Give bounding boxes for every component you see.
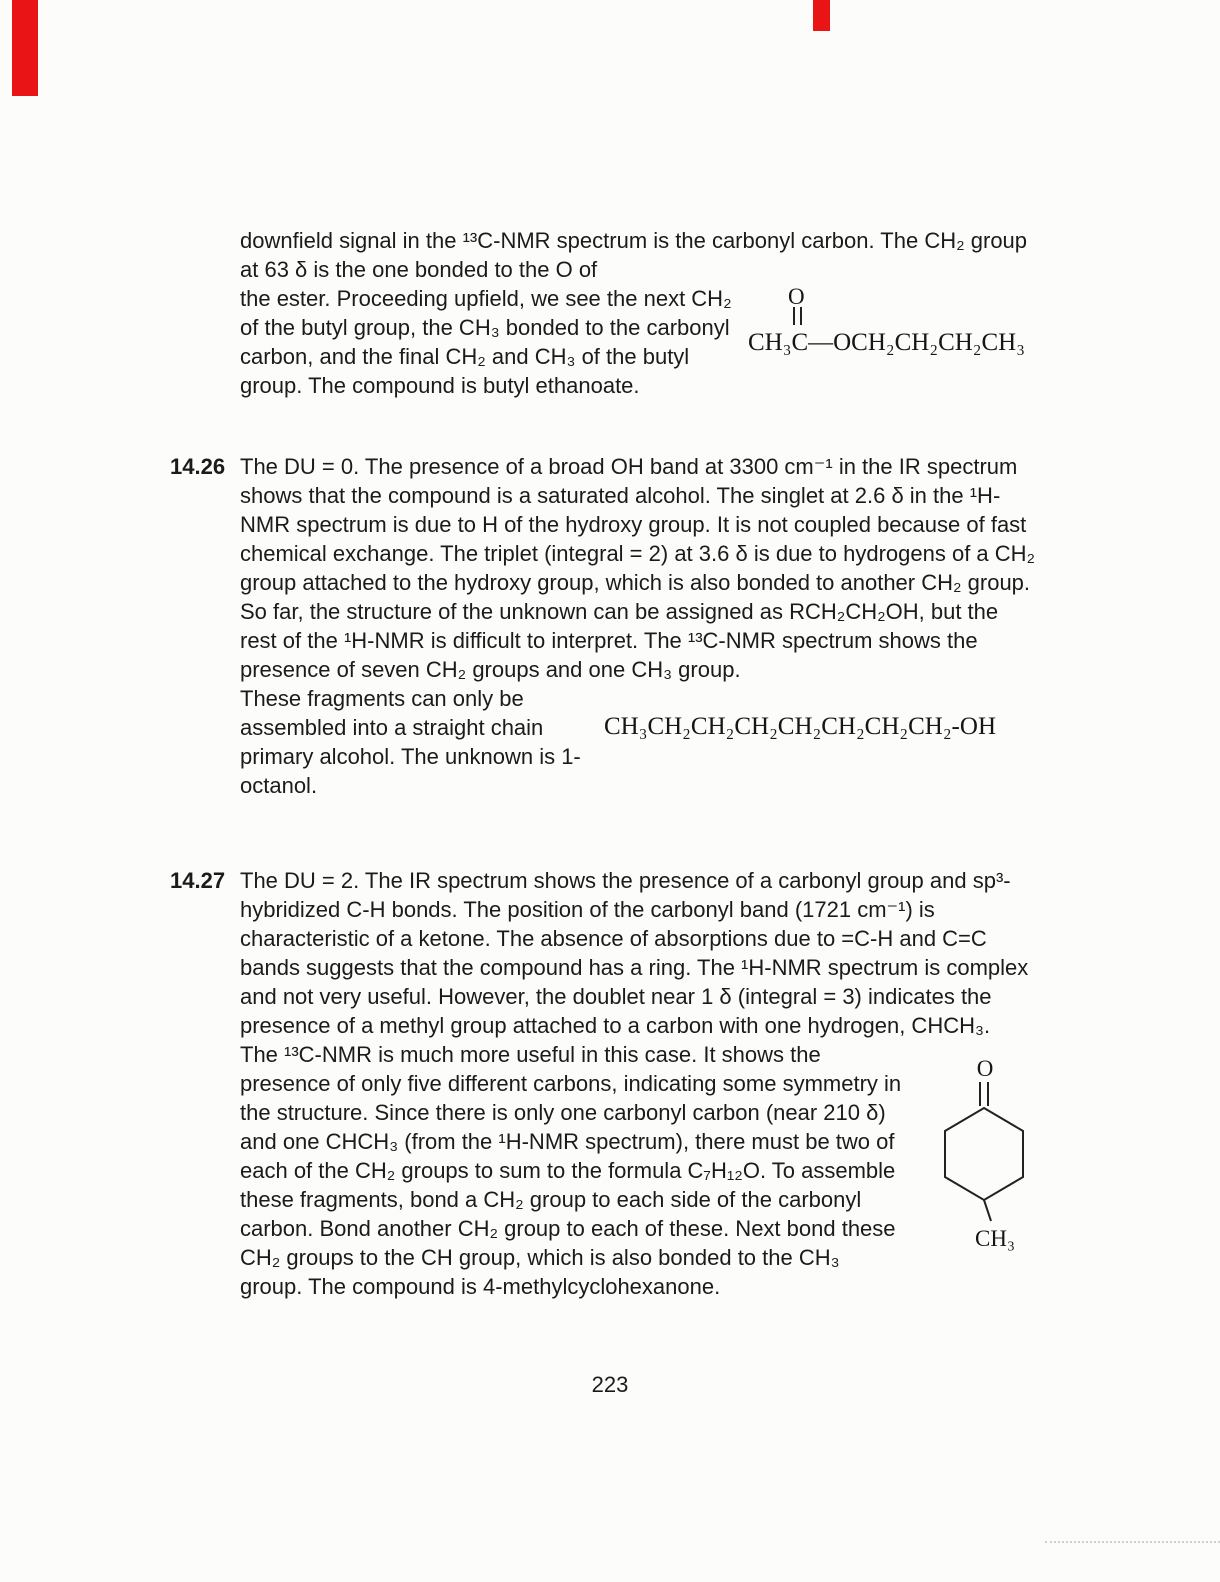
methylcyclohexanone-structure bbox=[908, 1040, 1040, 1308]
scan-artifact-dots bbox=[1045, 1541, 1220, 1543]
problem-number: 14.27 bbox=[170, 868, 226, 893]
ketone-oxygen-label: O bbox=[976, 1056, 994, 1081]
problem-14-26-text-top: The DU = 0. The presence of a broad OH band at 3300 cm⁻¹ in the IR spectrum shows that the compound is a saturated alcohol. The singlet at 2.6 δ in the ¹H-NMR spectrum is due to H of the hydroxy group. It is not coupled because of fast chemical exchange. The triplet (integral = 2) at 3.6 δ is due to hydrogens of a CH₂ group attached to the hydroxy group, which is also bonded to another CH₂ group. So far, the structure of the unknown can be assigned as RCH₂CH₂OH, but the rest of the ¹H-NMR is difficult to interpret. The ¹³C-NMR spectrum shows the presence of seven CH₂ groups and one CH₃ group. bbox=[240, 454, 1036, 682]
problem-14-27-text-top: The DU = 2. The IR spectrum shows the presence of a carbonyl group and sp³-hybridized C-H bonds. The position of the carbonyl band (1721 cm⁻¹) is characteristic of a ketone. The absence of absorptions due to =C-H and C=C bands suggests that the compound has a ring. The ¹H-NMR spectrum is complex and not very useful. However, the doublet near 1 δ (integral = 3) indicates the presence of a methyl group attached to a carbon with one hydrogen, CHCH₃. bbox=[240, 868, 1029, 1038]
methyl-bond bbox=[984, 1200, 991, 1221]
scan-artifact-red-right bbox=[813, 0, 830, 31]
butyl-ethanoate-structure bbox=[748, 284, 1040, 402]
problem-14-26 bbox=[170, 452, 1040, 800]
problem-body bbox=[240, 452, 1040, 800]
octanol-formula: CH₃CH₂CH₂CH₂CH₂CH₂CH₂CH₂-OH bbox=[604, 713, 996, 740]
problem-body bbox=[240, 866, 1040, 1308]
page-number: 223 bbox=[591, 1372, 629, 1397]
double-bond-icon bbox=[793, 307, 802, 325]
problem-number: 14.26 bbox=[170, 454, 226, 479]
methyl-label: CH₃ bbox=[975, 1226, 1015, 1251]
butyl-ethanoate-formula: CH₃C—OCH₂CH₂CH₂CH₃ bbox=[748, 329, 1025, 356]
cyclohexanone-drawing bbox=[928, 1054, 1040, 1259]
scan-artifact-red-left bbox=[12, 0, 38, 96]
intro-text-top: downfield signal in the ¹³C-NMR spectrum is the carbonyl carbon. The CH₂ group at 63 δ is the one bonded to the O of bbox=[240, 228, 1028, 282]
intro-text-wrap: the ester. Proceeding upfield, we see the next CH₂ of the butyl group, the CH₃ bonded to the carbonyl carbon, and the final CH₂ and CH₃ of the butyl group. The compound is butyl ethanoate. bbox=[240, 286, 732, 398]
problem-14-27-text-wrap: The ¹³C-NMR is much more useful in this case. It shows the presence of only five different carbons, indicating some symmetry in the structure. Since there is only one carbonyl carbon (near 210 δ) and one CHCH₃ (from the ¹H-NMR spectrum), there must be two of each of the CH₂ groups to sum to the formula C₇H₁₂O. To assemble these fragments, bond a CH₂ group to each side of the carbonyl carbon. Bond another CH₂ group to each of these. Next bond these CH₂ groups to the CH group, which is also bonded to the CH₃ group. The compound is 4-methylcyclohexanone. bbox=[240, 1042, 902, 1299]
cyclohexane-ring bbox=[945, 1108, 1023, 1200]
intro-paragraph bbox=[240, 226, 1040, 402]
carbonyl-oxygen-label: O bbox=[788, 284, 805, 309]
problem-14-27 bbox=[170, 866, 1040, 1308]
problem-14-26-text-wrap: These fragments can only be assembled into a straight chain primary alcohol. The unknown is 1-octanol. bbox=[240, 686, 581, 798]
octanol-structure bbox=[598, 684, 1040, 798]
